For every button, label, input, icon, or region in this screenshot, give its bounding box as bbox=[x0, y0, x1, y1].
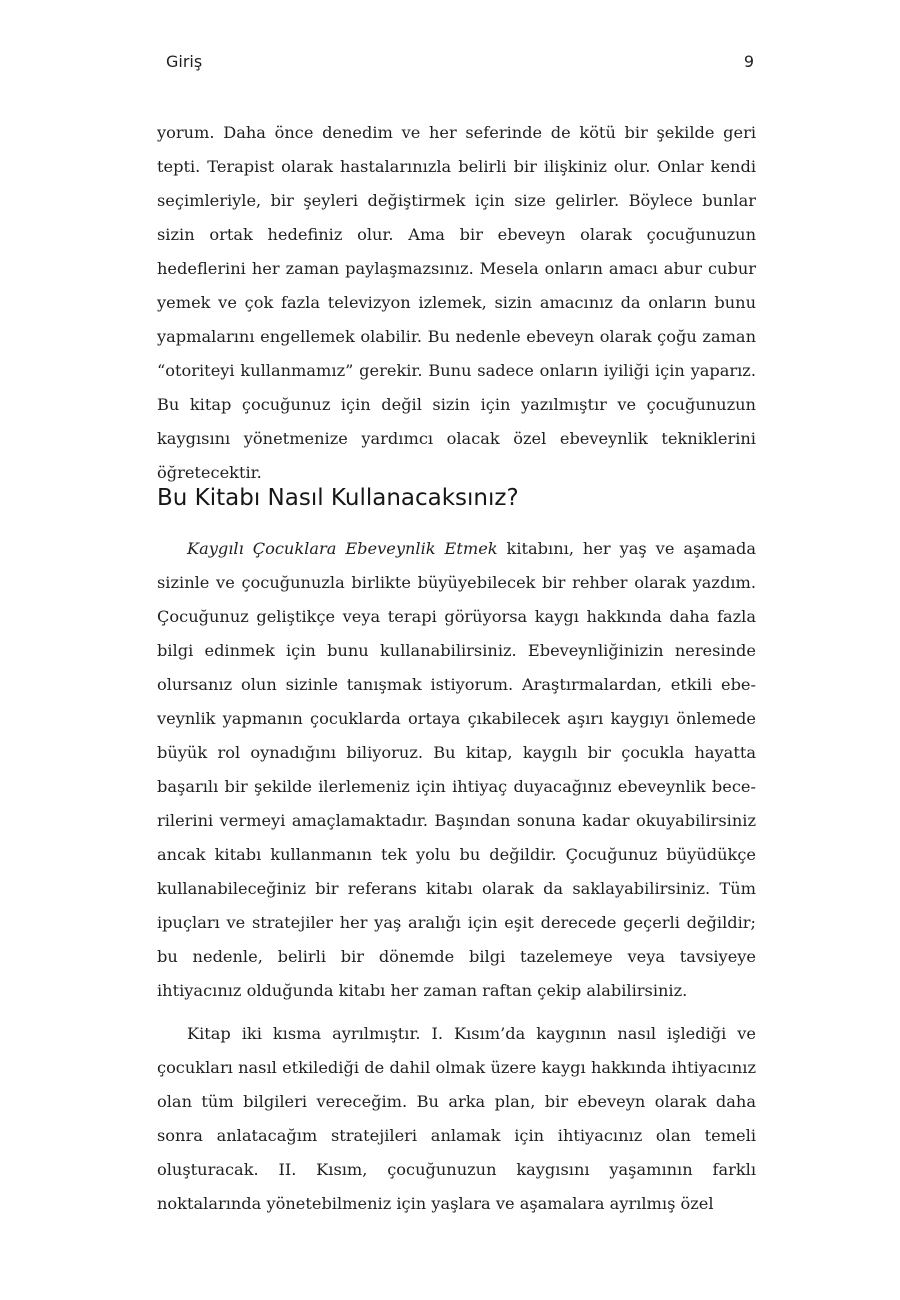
book-title: Kaygılı Çocuklara Ebeveynlik Etmek bbox=[187, 539, 498, 558]
chapter-title: Giriş bbox=[166, 52, 203, 71]
paragraph-2: Kitap iki kısma ayrılmıştır. I. Kısım’da kaygının nasıl işlediği ve çocukları nasıl etkilediği de dahil olmak üzere kaygı hakkında ihtiyacınız olan tüm bilgileri vereceğim. Bu arka plan, bir ebeveyn olarak daha sonra anlatacağım stratejileri anlamak için ihtiyacınız olan temeli oluşturacak. II. Kısım, çocuğunuzun kaygısını yaşamının farklı noktalarında yönetebilmeniz için yaşlara ve aşamalara ayrılmış özel bbox=[157, 1024, 756, 1213]
continued-text-block bbox=[157, 116, 756, 490]
running-header bbox=[166, 52, 754, 76]
paragraph-1-text: kitabını, her yaş ve aşamada sizinle ve çocuğunuzla birlikte büyüyebilecek bir rehber olarak yazdım. Çocuğunuz geliştikçe veya terapi görüyorsa kaygı hakkında daha fazla bilgi edinmek için bunu kullanabilirsiniz. Ebeveynliğinizin neresinde olursanız olun sizinle tanışmak istiyorum. Araştırmalardan, etkili ebeveynlik yapmanın çocuklarda ortaya çıkabilecek aşırı kaygıyı önlemede büyük rol oynadığını biliyoruz. Bu kitap, kaygılı bir çocukla hayatta başarılı bir şekilde ilerlemeniz için ihtiyaç duyacağınız ebeveynlik becerilerini vermeyi amaçlamaktadır. Başından sonuna kadar okuyabilirsiniz ancak kitabı kullanmanın tek yolu bu değildir. Çocuğunuz büyüdükçe kullanabileceğiniz bir referans kitabı olarak da saklayabilirsiniz. Tüm ipuçları ve stratejiler her yaş aralığı için eşit derecede geçerli değildir; bu nedenle, belirli bir dönemde bilgi tazelemeye veya tavsiyeye ihtiyacınız olduğunda kitabı her zaman raftan çekip alabilirsiniz. bbox=[157, 539, 756, 1000]
page-number: 9 bbox=[743, 52, 754, 71]
paragraph-1 bbox=[157, 532, 756, 1008]
section-heading: Bu Kitabı Nasıl Kullanacaksınız? bbox=[157, 485, 519, 511]
continued-paragraph: yorum. Daha önce denedim ve her seferinde de kötü bir şekilde geri tepti. Terapist olarak hastalarınızla belirli bir ilişkiniz olur. Onlar kendi seçimleriyle, bir şeyleri değiştirmek için size gelirler. Böylece bunlar sizin ortak hedefiniz olur. Ama bir ebeveyn olarak çocuğunuzun hedeflerini her zaman paylaşmazsınız. Mesela onların amacı abur cubur yemek ve çok fazla televizyon izlemek, sizin amacınız da onların bunu yapmalarını engellemek olabilir. Bu nedenle ebeveyn olarak çoğu zaman “otoriteyi kullanmamız” gerekir. Bunu sadece onların iyiliği için yaparız. Bu kitap çocuğunuz için değil sizin için yazılmıştır ve çocuğunuzun kaygısını yönetmenize yardımcı olacak özel ebeveynlik tekniklerini öğretecektir. bbox=[157, 123, 756, 482]
section-body bbox=[157, 532, 756, 1230]
